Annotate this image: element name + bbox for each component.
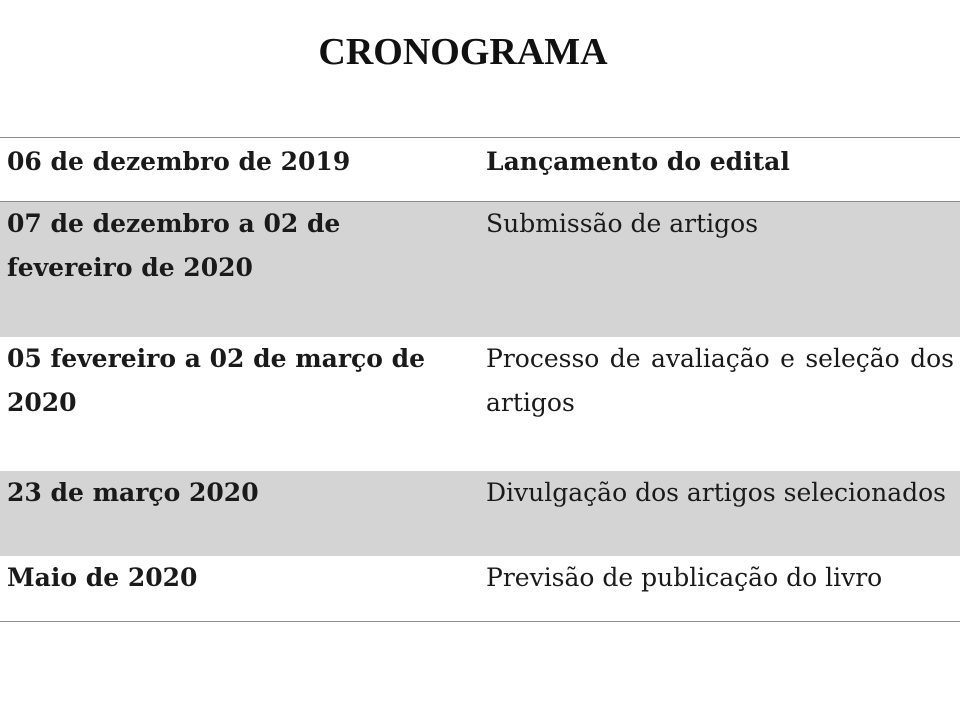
schedule-activity: Submissão de artigos: [486, 209, 759, 238]
schedule-activity: Lançamento do edital: [486, 147, 790, 176]
schedule-activity: Divulgação dos artigos selecionados: [486, 478, 946, 507]
table-row: [0, 202, 960, 337]
schedule-table: [0, 137, 960, 622]
page-title: CRONOGRAMA: [318, 31, 608, 73]
table-row: [0, 138, 960, 202]
table-row: [0, 337, 960, 471]
schedule-date: 05 fevereiro a 02 de março de 2020: [7, 344, 426, 417]
schedule-date: Maio de 2020: [7, 563, 198, 592]
schedule-date: 06 de dezembro de 2019: [7, 147, 351, 176]
schedule-activity: Processo de avaliação e seleção dos artigos: [486, 344, 954, 417]
table-row: [0, 556, 960, 621]
schedule-activity: Previsão de publicação do livro: [486, 563, 883, 592]
schedule-date: 23 de março 2020: [7, 478, 259, 507]
schedule-date: 07 de dezembro a 02 de fevereiro de 2020: [7, 209, 341, 282]
table-row: [0, 471, 960, 556]
